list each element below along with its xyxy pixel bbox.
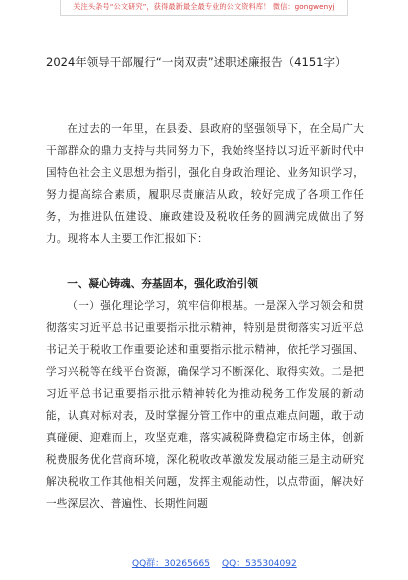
top-banner: [0, 0, 408, 30]
document-title: 2024年领导干部履行“一岗双责”述职述廉报告（4151字）: [46, 55, 347, 69]
intro-paragraph: 在过去的一年里，在县委、县政府的坚强领导下，在全局广大干部群众的鼎力支持与共同努力下，我始终坚持以习近平新时代中国特色社会主义思想为指引，强化自身政治理论、业务知识学习，努力提高综合素质，履职尽责廉洁从政，较好完成了各项工作任务，为推进队伍建设、廉政建设及税收任务的圆满完成做出了努力。现将本人主要工作汇报如下：: [46, 123, 364, 245]
footer: [0, 556, 408, 574]
intro-section: [46, 118, 364, 250]
footer-qq-link[interactable]: QQ：535304092: [222, 559, 297, 569]
banner-text: 关注头条号“公文研究”，获得最新最全最专业的公文资料库！ 微信：gongwenyj: [60, 0, 347, 16]
section-heading: 一、凝心铸魂、夯基固本，强化政治引领: [67, 278, 258, 290]
section-body: [46, 295, 364, 515]
footer-qq-group-link[interactable]: QQ群：30265665: [132, 559, 210, 569]
section-paragraph: （一）强化理论学习，筑牢信仰根基。一是深入学习领会和贯彻落实习近平总书记重要指示批示精神，特别是贯彻落实习近平总书记关于税收工作重要论述和重要指示批示精神，依托学习强国、学习兴税等在线平台资源，确保学习不断深化、取得实效。二是把习近平总书记重要指示批示精神转化为推动税务工作发展的新动能，认真对标对表，及时掌握分管工作中的重点难点问题，敢于动真碰硬、迎难而上，攻坚克难，落实减税降费稳定市场主体，创新税费服务优化营商环境，深化税收改革激发发展动能三是主动研究解决税收工作其他相关问题，发挥主观能动性，以点带面，解决好一些深层次、普遍性、长期性问题: [46, 300, 364, 510]
